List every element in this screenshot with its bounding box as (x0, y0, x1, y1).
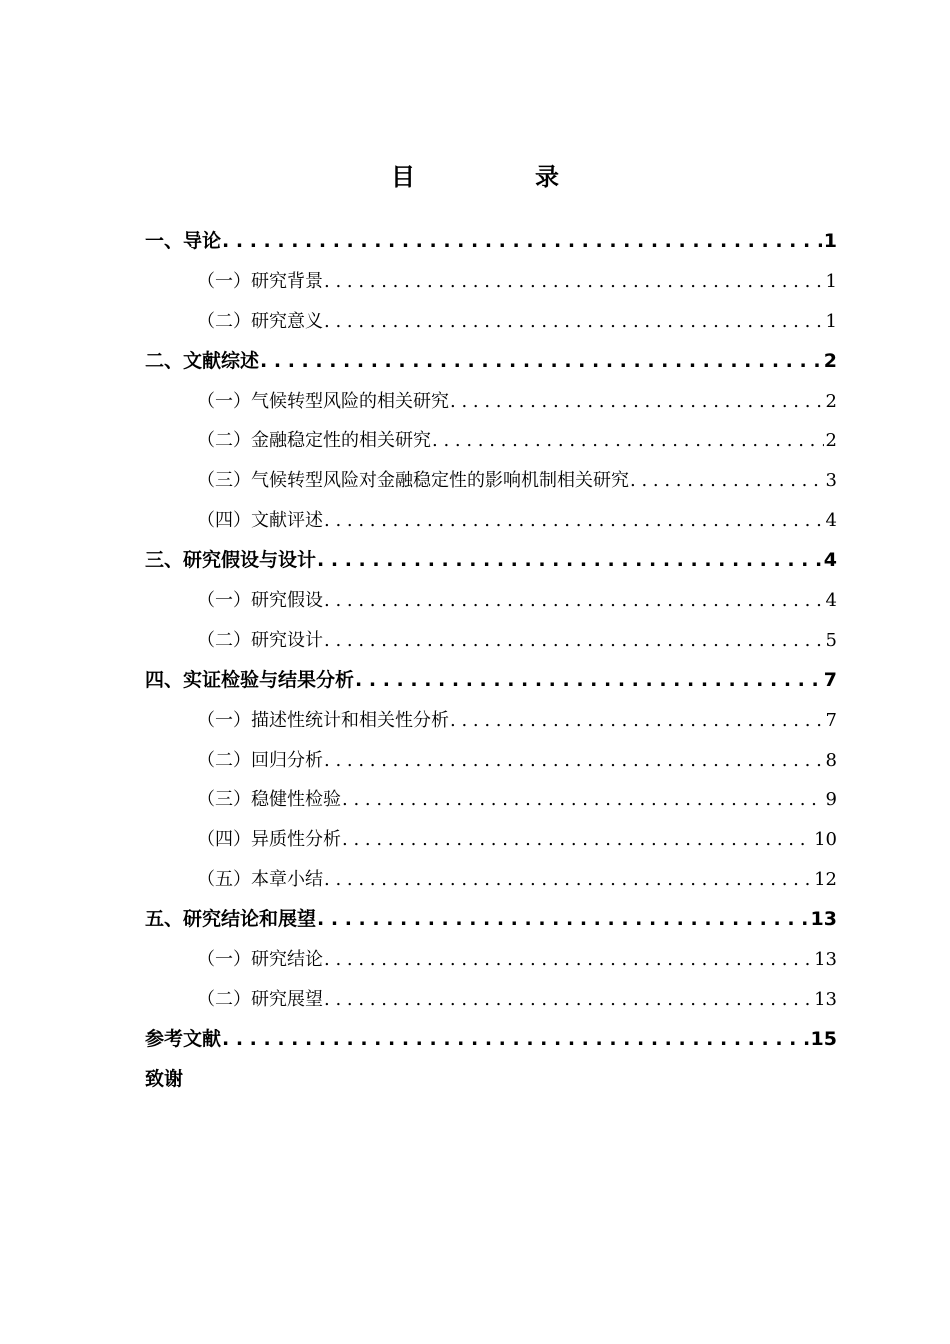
toc-entry-number: （四） (197, 510, 251, 532)
toc-entry-number: 四、 (145, 668, 184, 691)
toc-entry-label: 研究假设 (251, 590, 323, 612)
toc-entry-number: （五） (197, 869, 251, 891)
toc-dot-leader (450, 701, 824, 741)
toc-entry-number: （一） (197, 590, 251, 612)
toc-page-number: 15 (810, 1027, 837, 1050)
toc-page-number: 13 (814, 949, 837, 971)
toc-entry-label: 文献综述 (183, 349, 260, 372)
toc-page-number: 13 (810, 908, 837, 931)
toc-entry-label: 研究设计 (251, 629, 323, 651)
toc-page-number: 2 (825, 390, 837, 412)
toc-page-number: 3 (825, 470, 837, 492)
toc-entry-number: （一） (197, 949, 251, 971)
toc-entry-label: 异质性分析 (251, 829, 341, 851)
toc-dot-leader (324, 980, 812, 1020)
toc-page-number: 2 (825, 430, 837, 452)
toc-entry-number: （一） (197, 709, 251, 731)
toc-page-number: 2 (823, 349, 837, 372)
toc-section-entry[interactable] (145, 980, 837, 1020)
toc-entry-number: 五、 (145, 908, 184, 931)
toc-entry-number: （一） (197, 390, 251, 412)
toc-entry-label: 文献评述 (251, 510, 323, 532)
toc-dot-leader (317, 900, 809, 940)
toc-page-number: 4 (825, 590, 837, 612)
toc-entry-number: （四） (197, 829, 251, 851)
toc-page-number: 13 (814, 988, 837, 1010)
toc-section-entry[interactable] (145, 581, 837, 621)
toc-entry-label: 金融稳定性的相关研究 (251, 430, 431, 452)
toc-dot-leader (317, 541, 822, 581)
toc-chapter-entry[interactable] (145, 222, 837, 262)
toc-page-number: 7 (823, 668, 837, 691)
toc-chapter-entry[interactable] (145, 1060, 837, 1100)
toc-dot-leader (324, 302, 824, 342)
toc-section-entry[interactable] (145, 701, 837, 741)
toc-dot-leader (355, 661, 822, 701)
toc-entry-number: （一） (197, 270, 251, 292)
toc-dot-leader (222, 1020, 809, 1060)
toc-entry-number: （二） (197, 988, 251, 1010)
toc-entry-number: （二） (197, 629, 251, 651)
toc-entry-number: 一、 (145, 230, 184, 252)
toc-page-number: 1 (825, 310, 837, 332)
toc-dot-leader (324, 501, 824, 541)
toc-section-entry[interactable] (145, 382, 837, 422)
toc-dot-leader (260, 342, 822, 382)
toc-page-number: 9 (825, 789, 837, 811)
toc-entry-label: 气候转型风险的相关研究 (251, 390, 449, 412)
toc-entry-number: 三、 (145, 549, 184, 572)
toc-entry-label: 研究结论 (251, 949, 323, 971)
toc-entry-label: 参考文献 (145, 1027, 222, 1050)
toc-entry-number: 二、 (145, 349, 184, 372)
toc-entry-label: 稳健性检验 (251, 789, 341, 811)
toc-dot-leader (324, 741, 824, 781)
toc-page-number: 7 (825, 709, 837, 731)
toc-entry-label: 本章小结 (251, 869, 323, 891)
toc-chapter-entry[interactable] (145, 342, 837, 382)
toc-dot-leader (324, 940, 812, 980)
toc-entry-number: （二） (197, 430, 251, 452)
toc-entry-label: 描述性统计和相关性分析 (251, 709, 449, 731)
toc-entry-label: 研究结论和展望 (183, 908, 317, 931)
toc-page-number: 8 (825, 749, 837, 771)
toc-section-entry[interactable] (145, 621, 837, 661)
toc-list (145, 222, 837, 1100)
toc-title: 目 录 (391, 163, 607, 191)
toc-dot-leader (342, 780, 824, 820)
toc-section-entry[interactable] (145, 780, 837, 820)
toc-chapter-entry[interactable] (145, 900, 837, 940)
toc-entry-number: （二） (197, 310, 251, 332)
toc-entry-label: 导论 (183, 230, 222, 252)
toc-section-entry[interactable] (145, 461, 837, 501)
toc-entry-number: （三） (197, 470, 251, 492)
toc-chapter-entry[interactable] (145, 1020, 837, 1060)
toc-dot-leader (630, 461, 824, 501)
toc-chapter-entry[interactable] (145, 661, 837, 701)
toc-section-entry[interactable] (145, 820, 837, 860)
toc-dot-leader (222, 222, 822, 262)
toc-page-number: 4 (825, 510, 837, 532)
toc-dot-leader (324, 860, 812, 900)
toc-dot-leader (432, 421, 824, 461)
toc-section-entry[interactable] (145, 860, 837, 900)
toc-page-number: 4 (823, 549, 837, 572)
toc-dot-leader (450, 382, 824, 422)
toc-entry-number: （三） (197, 789, 251, 811)
toc-page-number: 12 (814, 869, 837, 891)
toc-section-entry[interactable] (145, 262, 837, 302)
toc-section-entry[interactable] (145, 302, 837, 342)
toc-entry-label: 致谢 (145, 1067, 184, 1090)
toc-dot-leader (324, 262, 824, 302)
toc-entry-label: 研究假设与设计 (183, 549, 317, 572)
toc-entry-label: 研究意义 (251, 310, 323, 332)
toc-page-number: 10 (814, 829, 837, 851)
toc-section-entry[interactable] (145, 940, 837, 980)
toc-entry-label: 研究展望 (251, 988, 323, 1010)
toc-section-entry[interactable] (145, 421, 837, 461)
toc-entry-label: 回归分析 (251, 749, 323, 771)
toc-page-number: 1 (825, 270, 837, 292)
toc-entry-label: 气候转型风险对金融稳定性的影响机制相关研究 (251, 470, 629, 492)
toc-dot-leader (342, 820, 812, 860)
toc-dot-leader (324, 621, 824, 661)
toc-entry-label: 实证检验与结果分析 (183, 668, 355, 691)
toc-section-entry[interactable] (145, 741, 837, 781)
toc-entry-number: （二） (197, 749, 251, 771)
toc-chapter-entry[interactable] (145, 541, 837, 581)
toc-dot-leader (324, 581, 824, 621)
toc-page-number: 5 (825, 629, 837, 651)
toc-page-number: 1 (823, 230, 837, 252)
toc-section-entry[interactable] (145, 501, 837, 541)
toc-entry-label: 研究背景 (251, 270, 323, 292)
